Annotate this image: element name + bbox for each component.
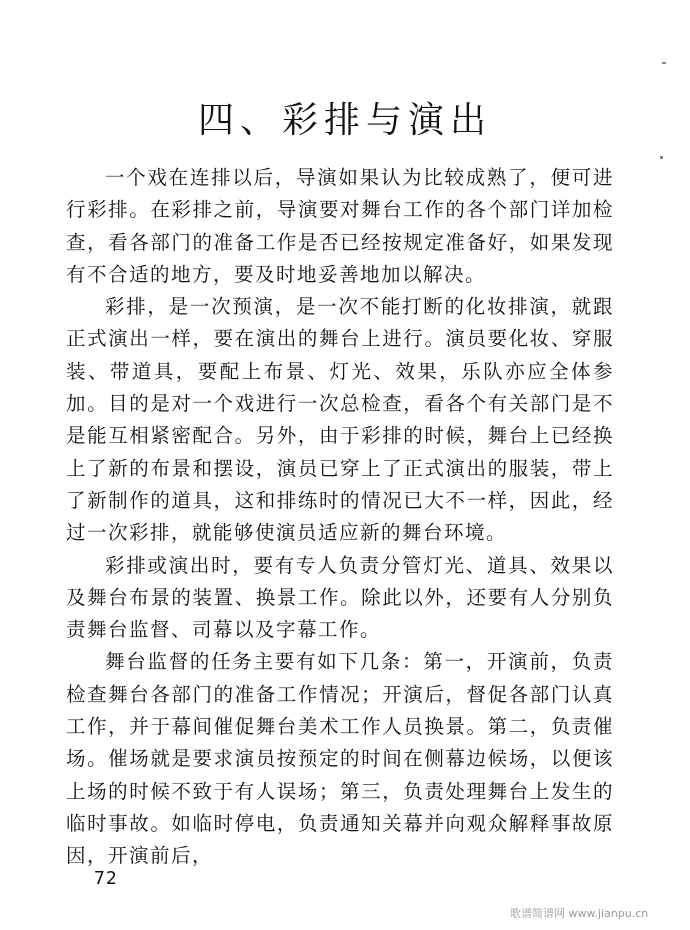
section-title: 四、彩排与演出 <box>197 100 492 141</box>
scan-mark <box>660 156 663 159</box>
paragraph-1: 一个戏在连排以后，导演如果认为比较成熟了，便可进行彩排。在彩排之前，导演要对舞台工作的各个部门详加检查，看各部门的准备工作是否已经按规定准备好，如果发现有不合适的地方，要及时地妥善地加以解决。 <box>66 166 614 286</box>
watermark: 歌谱简谱网 www.jianpu.cn <box>510 907 649 920</box>
paragraph-4: 舞台监督的任务主要有如下几条：第一，开演前，负责检查舞台各部门的准备工作情况；开演后，督促各部门认真工作，并于幕间催促舞台美术工作人员换景。第二，负责催场。催场就是要求演员按预定的时间在侧幕边候场，以便该上场的时候不致于有人误场；第三，负责处理舞台上发生的临时事故。如临时停电，负责通知关幕并向观众解释事故原因，开演前后， <box>66 650 614 868</box>
scan-mark <box>662 62 666 64</box>
paragraph-2: 彩排，是一次预演，是一次不能打断的化妆排演，就跟正式演出一样，要在演出的舞台上进行。演员要化妆、穿服装、带道具，要配上布景、灯光、效果，乐队亦应全体参加。目的是对一个戏进行一次总检查，看各个有关部门是不是能互相紧密配合。另外，由于彩排的时候，舞台上已经换上了新的布景和摆设，演员已穿上了正式演出的服装，带上了新制作的道具，这和排练时的情况已大不一样，因此，经过一次彩排，就能够使演员适应新的舞台环境。 <box>66 295 614 545</box>
paragraph-3: 彩排或演出时，要有专人负责分管灯光、道具、效果以及舞台布景的装置、换景工作。除此以外，还要有人分别负责舞台监督、司幕以及字幕工作。 <box>66 553 614 642</box>
page-number: 72 <box>94 868 118 889</box>
body-text <box>66 162 614 873</box>
